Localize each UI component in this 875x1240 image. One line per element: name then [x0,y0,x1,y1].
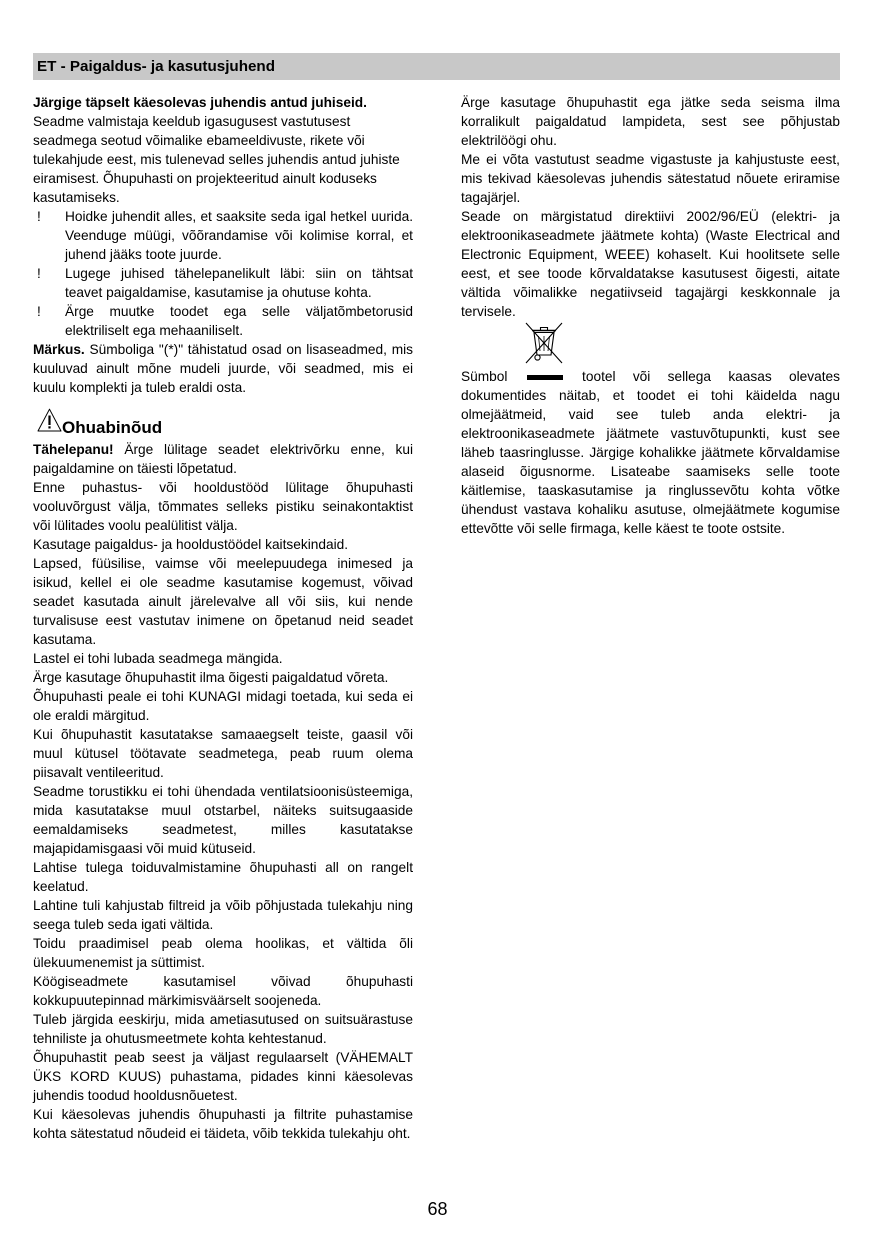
safety-paragraph: Lapsed, füüsilise, vaimse või meelepuudega inimesed ja isikud, kellel ei ole seadme kasutamise kogemust, võivad seadet kasutada ainult järelevalve all või siis, kui nende turvalisuse eest vastutav inimene on õpetanud neid seadet kasutama. [33,556,413,647]
safety-paragraph: Lastel ei tohi lubada seadmega mängida. [33,651,283,666]
safety-paragraph: Õhupuhasti peale ei tohi KUNAGI midagi toetada, kui seda ei ole eraldi märgitud. [33,689,413,723]
warning-triangle-icon [37,408,62,432]
bullet-text: Ärge muutke toodet ega selle väljatõmbetorusid elektriliselt ega mehaaniliselt. [65,304,413,338]
page-number: 68 [427,1199,448,1219]
bullet-item [33,207,413,264]
weee-bar-icon [527,375,563,380]
bullet-text: Lugege juhised tähelepanelikult läbi: siin on tähtsat teavet paigaldamise, kasutamise ja ohutuse kohta. [65,266,413,300]
note-paragraph [33,340,413,397]
note-label: Märkus. [33,342,85,357]
bullet-text: Hoidke juhendit alles, et saaksite seda igal hetkel uurida. Veenduge müügi, võõrandamise või kolimise korral, et juhend jääks toote juurde. [65,209,413,262]
left-column [33,93,413,1143]
bullet-item [33,302,413,340]
note-text: Sümboliga "(*)" tähistatud osad on lisaseadmed, mis kuuluvad ainult mõne mudeli juurde, või seadmed, mis ei kuulu komplekti ja tuleb eraldi osta. [33,342,413,395]
weee-symbol-block [461,321,840,367]
safety-paragraph: Õhupuhastit peab seest ja väljast regulaarselt (VÄHEMALT ÜKS KORD KUUS) puhastama, pidades kinni käesolevas juhendis toodud hooldusnõuetest. [33,1050,413,1103]
safety-heading [33,397,413,440]
attention-paragraph [33,440,413,478]
right-paragraph: Ärge kasutage õhupuhastit ega jätke seda seisma ilma korralikult paigaldatud lampideta, sest see põhjustab elektrilöögi ohu. [461,95,840,148]
safety-paragraph: Tuleb järgida eeskirju, mida ametiasutused on suitsuärastuse tehniliste ja ohutusmeetmete kohta kehtestanud. [33,1012,413,1046]
safety-paragraph: Kui õhupuhastit kasutatakse samaaegselt teiste, gaasil või muul kütusel töötavate seadmetega, peab ruum olema piisavalt ventileeritud. [33,727,413,780]
bullet-item [33,264,413,302]
right-paragraph: Me ei võta vastutust seadme vigastuste ja kahjustuste eest, mis tekivad käesolevas juhendis sätestatud nõuete eriramise tagajärjel. [461,152,840,205]
safety-paragraph: Lahtine tuli kahjustab filtreid ja võib põhjustada tulekahju ning seega tuleb seda igati vältida. [33,898,413,932]
attention-label: Tähelepanu! [33,442,114,457]
safety-paragraph: Lahtise tulega toiduvalmistamine õhupuhasti all on rangelt keelatud. [33,860,413,894]
safety-paragraph: Enne puhastus- või hooldustööd lülitage õhupuhasti vooluvõrgust välja, tõmmates selleks pistiku seinakontaktist või lülitades voolu pealülitist välja. [33,480,413,533]
weee-directive-paragraph: Seade on märgistatud direktiivi 2002/96/EÜ (elektri- ja elektroonikaseadmete jäätmete kohta) (Waste Electrical and Electronic Equipment, WEEE) kohaselt. Kui hoolitsete selle eest, et see toode kõrvaldatakse kasutusest õigesti, aitate vältida võimalikke negatiivseid tagajärgi keskkonnale ja tervisele. [461,209,840,319]
intro-paragraph: Seadme valmistaja keeldub igasugusest vastutusest seadmega seotud võimalike ebameeldivuste, rikete või tulekahjude eest, mis tulenevad selles juhendis antud juhiste eiramisest. Õhupuhasti on projekteeritud ainult koduseks kasutamiseks. [33,114,400,205]
section-title: ET - Paigaldus- ja kasutusjuhend [37,58,275,75]
safety-title: Ohuabinõud [62,418,163,437]
crossed-out-wheelie-bin-icon [523,320,565,366]
intro-heading: Järgige täpselt käesolevas juhendis antud juhiseid. [33,95,367,110]
exclamation-bullet-mark: ! [37,266,41,281]
weee-text: tootel või sellega kaasas olevates dokumentides näitab, et toodet ei tohi käidelda nagu olmejäätmeid, vaid see tuleb anda elektri- ja elektroonikaseadmete jäätmete vastuvõtupunkti, kust see läheb taasringlusse. Järgige kohalikke jäätmete kõrvaldamise alaseid õigusnorme. Lisateabe saamiseks selle toote käitlemise, taaskasutamise ja ringlussevõtu kohta võtke ühendust vastava kohaliku asutuse, olmejäätmete kogumise ettevõtte või selle firmaga, kelle käest te toote ostsite. [461,369,840,536]
safety-paragraph: Kasutage paigaldus- ja hooldustöödel kaitsekindaid. [33,537,349,552]
safety-paragraph: Ärge kasutage õhupuhastit ilma õigesti paigaldatud võreta. [33,670,389,685]
right-column [461,93,840,538]
attention-text: Ärge lülitage seadet elektrivõrku enne, kui paigaldamine on täiesti lõpetatud. [33,442,413,476]
exclamation-bullet-mark: ! [37,209,41,224]
safety-paragraph: Köögiseadmete kasutamisel võivad õhupuhasti kokkupuutepinnad märkimisväärselt soojeneda. [33,974,413,1008]
safety-paragraph: Seadme torustikku ei tohi ühendada ventilatsioonisüsteemiga, mida kasutatakse muul otstarbel, näiteks suitsugaaside eemaldamiseks seadmetest, milles kasutatakse majapidamisgaasi või muid kütuseid. [33,784,413,856]
weee-symbol-paragraph [461,367,840,538]
safety-paragraph: Kui käesolevas juhendis õhupuhasti ja filtrite puhastamise kohta sätestatud nõudeid ei täideta, võib tekkida tulekahju oht. [33,1107,413,1141]
exclamation-bullet-mark: ! [37,304,41,319]
symbol-word: Sümbol [461,369,508,384]
safety-paragraph: Toidu praadimisel peab olema hoolikas, et vältida õli ülekuumenemist ja süttimist. [33,936,413,970]
section-header-bar [33,53,840,80]
